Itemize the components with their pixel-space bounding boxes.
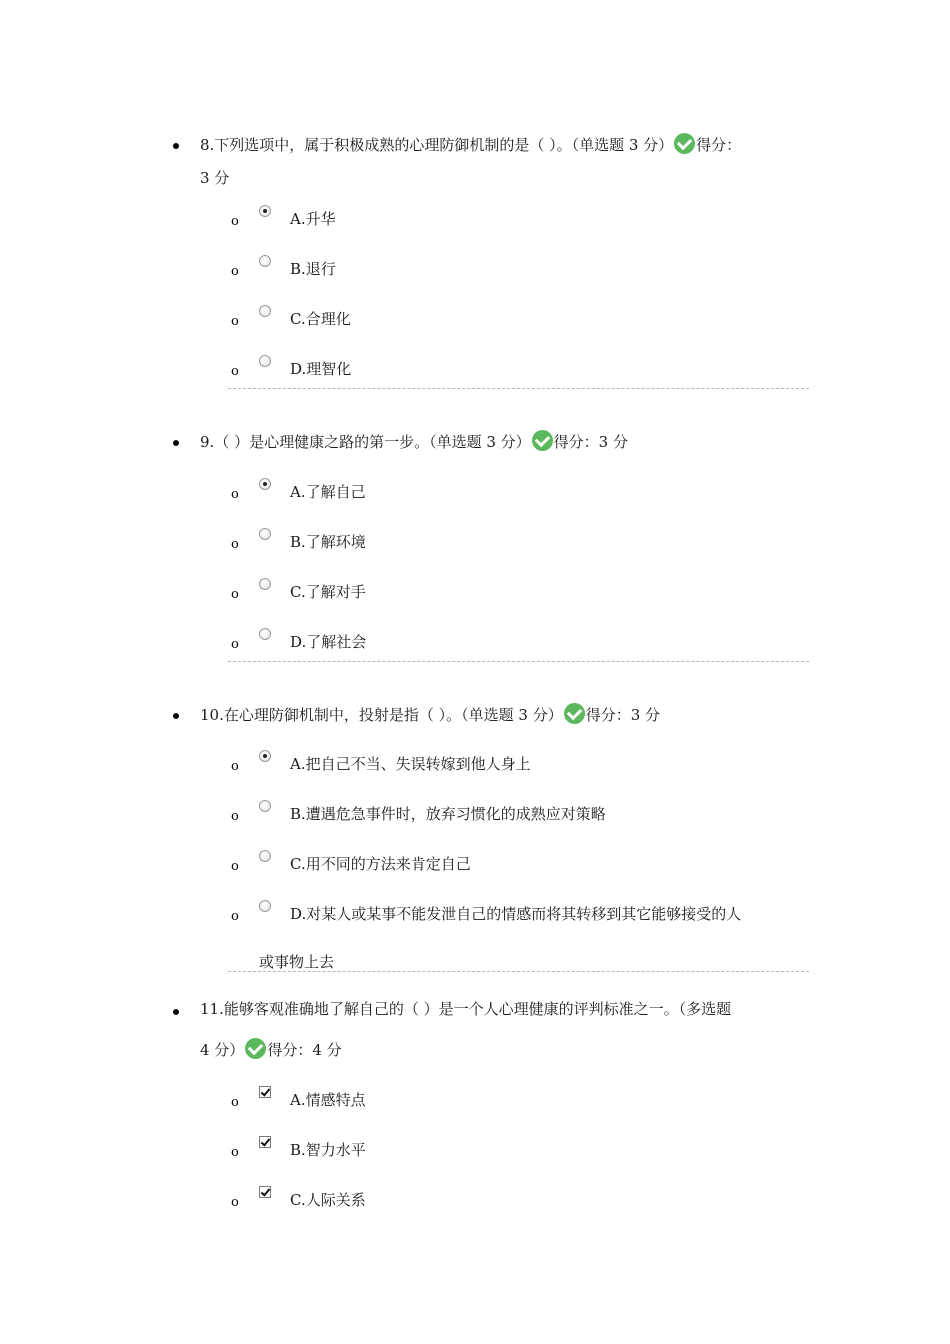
option-label-continuation: 或事物上去 xyxy=(259,953,335,971)
correct-check-icon xyxy=(532,430,553,451)
sub-bullet: o xyxy=(231,364,239,379)
score-label: 得分： xyxy=(696,136,742,154)
sub-bullet: o xyxy=(231,314,239,329)
radio-option-a[interactable] xyxy=(259,478,271,490)
divider xyxy=(228,661,809,662)
option-label: C.合理化 xyxy=(290,310,351,328)
radio-option-a[interactable] xyxy=(259,205,271,217)
correct-check-icon xyxy=(674,133,695,154)
sub-bullet: o xyxy=(231,637,239,652)
option-label: B.了解环境 xyxy=(290,533,366,551)
score-label: 得分：3 分 xyxy=(585,706,661,724)
sub-bullet: o xyxy=(231,1195,239,1210)
radio-option-d[interactable] xyxy=(259,355,271,367)
option-label: D.对某人或某事不能发泄自己的情感而将其转移到其它能够接受的人 xyxy=(290,905,742,923)
radio-option-c[interactable] xyxy=(259,578,271,590)
radio-option-b[interactable] xyxy=(259,255,271,267)
sub-bullet: o xyxy=(231,214,239,229)
option-label: B.遭遇危急事件时，放弃习惯化的成熟应对策略 xyxy=(290,805,606,823)
radio-option-d[interactable] xyxy=(259,900,271,912)
sub-bullet: o xyxy=(231,809,239,824)
checkbox-option-b[interactable] xyxy=(259,1136,271,1148)
option-label: C.用不同的方法来肯定自己 xyxy=(290,855,471,873)
question-text-line: 9.（ ）是心理健康之路的第一步。（单选题 3 分） xyxy=(200,433,531,451)
correct-check-icon xyxy=(564,703,585,724)
sub-bullet: o xyxy=(231,487,239,502)
option-label: D.理智化 xyxy=(290,360,352,378)
sub-bullet: o xyxy=(231,859,239,874)
checkbox-option-a[interactable] xyxy=(259,1086,271,1098)
radio-option-c[interactable] xyxy=(259,850,271,862)
option-label: C.了解对手 xyxy=(290,583,366,601)
sub-bullet: o xyxy=(231,909,239,924)
sub-bullet: o xyxy=(231,1145,239,1160)
radio-option-a[interactable] xyxy=(259,750,271,762)
correct-check-icon xyxy=(245,1038,266,1059)
score-label: 得分：3 分 xyxy=(553,433,628,451)
question-text-line: 4 分） xyxy=(200,1041,245,1059)
question-text-line: 8.下列选项中，属于积极成熟的心理防御机制的是（ ）。（单选题 3 分） xyxy=(200,136,674,154)
question-text xyxy=(200,430,628,452)
sub-bullet: o xyxy=(231,1095,239,1110)
radio-option-d[interactable] xyxy=(259,628,271,640)
list-bullet xyxy=(173,1009,179,1015)
option-label: A.把自己不当、失误转嫁到他人身上 xyxy=(290,755,531,773)
option-label: B.退行 xyxy=(290,260,336,278)
radio-option-c[interactable] xyxy=(259,305,271,317)
sub-bullet: o xyxy=(231,759,239,774)
radio-option-b[interactable] xyxy=(259,800,271,812)
option-label: D.了解社会 xyxy=(290,633,367,651)
sub-bullet: o xyxy=(231,537,239,552)
score-label: 得分：4 分 xyxy=(267,1041,342,1059)
divider xyxy=(228,388,809,389)
option-label: A.了解自己 xyxy=(290,483,366,501)
question-text xyxy=(200,133,741,155)
checkbox-option-c[interactable] xyxy=(259,1186,271,1198)
sub-bullet: o xyxy=(231,587,239,602)
option-label: B.智力水平 xyxy=(290,1141,366,1159)
list-bullet xyxy=(173,713,179,719)
list-bullet xyxy=(173,440,179,446)
option-label: C.人际关系 xyxy=(290,1191,366,1209)
score-value: 3 分 xyxy=(200,169,230,187)
question-text-line-2 xyxy=(200,1038,342,1060)
option-label: A.升华 xyxy=(290,210,336,228)
divider xyxy=(228,971,809,972)
question-text-line: 10.在心理防御机制中，投射是指（ ）。（单选题 3 分） xyxy=(200,706,563,724)
list-bullet xyxy=(173,143,179,149)
question-text xyxy=(200,703,660,725)
radio-option-b[interactable] xyxy=(259,528,271,540)
sub-bullet: o xyxy=(231,264,239,279)
option-label: A.情感特点 xyxy=(290,1091,366,1109)
question-text: 11.能够客观准确地了解自己的（ ）是一个人心理健康的评判标准之一。（多选题 xyxy=(200,1000,732,1018)
